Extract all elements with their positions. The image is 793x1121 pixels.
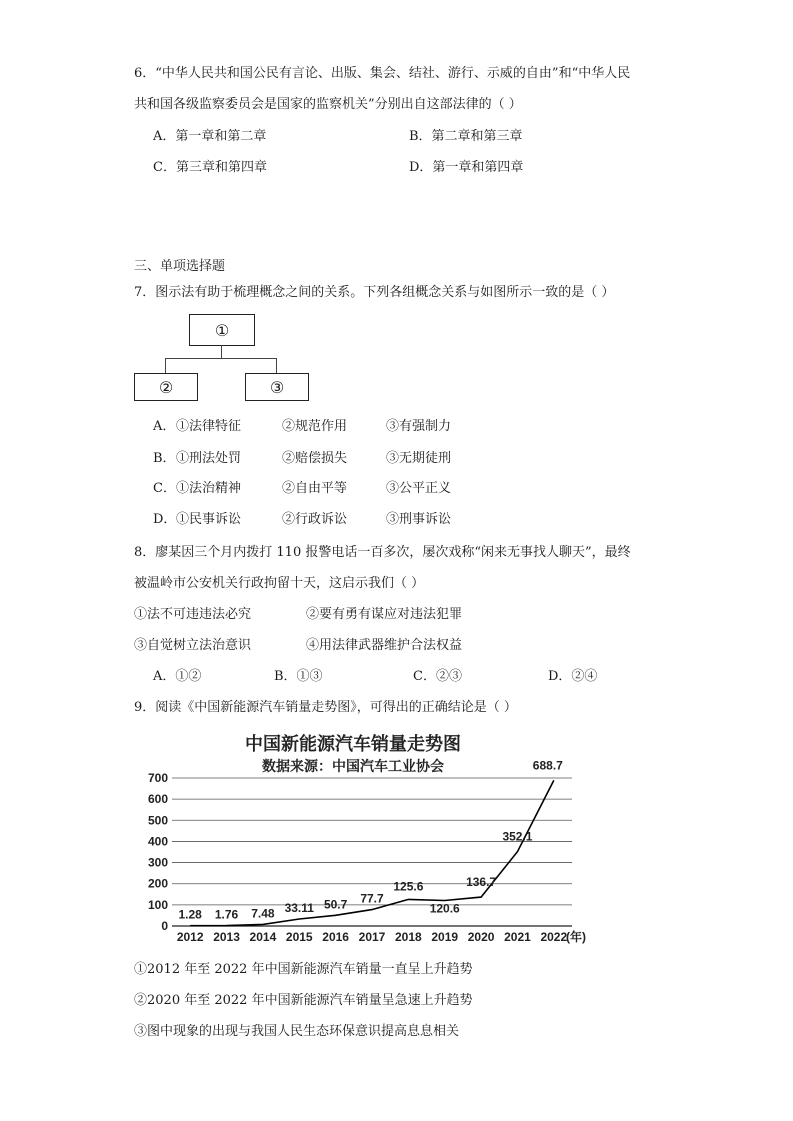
x-tick-label: 2019 [431,930,459,944]
q8-statement-1: ①法不可违违法必究 [134,607,252,622]
q8-statement-4: ④用法律武器维护合法权益 [306,638,463,653]
q7-option-d-concept1: ①民事诉讼 [176,512,242,527]
q7-option-b-concept3: ③无期徒刑 [386,451,452,466]
data-label: 125.6 [393,879,424,894]
q7-option-b-letter: B． [153,451,176,466]
q7-option-c-letter: C． [153,481,176,496]
q8-stem-line2: 被温岭市公安机关行政拘留十天，这启示我们（ ） [134,576,425,591]
q8-option-b: B．①③ [274,669,323,684]
q6-stem-line2: 共和国各级监察委员会是国家的监察机关”分别出自这部法律的（ ） [134,97,522,112]
x-tick-label: 2022 [540,930,568,944]
q7-option-a-concept2: ②规范作用 [282,419,348,434]
data-label: 688.7 [532,758,563,773]
chart-subtitle: 数据来源：中国汽车工业协会 [262,758,444,774]
y-tick-label: 100 [147,897,168,912]
x-tick-label: 2016 [322,930,349,944]
diagram-connector-vertical [221,345,222,358]
data-label: 1.28 [178,907,202,922]
q7-option-b-concept2: ②赔偿损失 [282,451,348,466]
q7-option-b-concept1: ①刑法处罚 [176,451,242,466]
q8-option-a: A．①② [153,669,202,684]
q6-option-a: A．第一章和第二章 [153,129,267,144]
data-label: 120.6 [429,901,460,916]
data-label: 33.11 [284,900,314,915]
y-tick-label: 500 [147,813,168,828]
y-tick-label: 200 [147,876,168,891]
q6-option-d: D．第一章和第四章 [409,160,524,175]
q6-option-b: B．第二章和第三章 [409,129,523,144]
y-tick-label: 400 [147,834,168,849]
chart-title: 中国新能源汽车销量走势图 [245,734,461,754]
q7-option-d-letter: D． [153,512,177,527]
q6-stem-line1: 6．“中华人民共和国公民有言论、出版、集会、结社、游行、示威的自由”和“中华人民 [134,66,631,81]
data-label: 50.7 [323,897,348,912]
sales-line-chart [130,728,610,950]
q6-option-c: C．第三章和第四章 [153,160,267,175]
diagram-box-left: ② [134,373,198,401]
x-tick-label: 2018 [395,930,422,944]
q9-statement-3: ③图中现象的出现与我国人民生态环保意识提高息息相关 [134,1024,460,1039]
x-axis-unit: (年) [566,930,586,944]
q8-statement-2: ②要有勇有谋应对违法犯罪 [306,607,463,622]
x-tick-label: 2013 [213,930,240,944]
y-tick-label: 600 [147,792,168,807]
q9-statement-2: ②2020 年至 2022 年中国新能源汽车销量呈急速上升趋势 [134,993,473,1008]
y-tick-label: 300 [147,855,168,870]
data-label: 77.7 [360,891,384,906]
q7-option-c-concept2: ②自由平等 [282,481,348,496]
x-tick-label: 2021 [504,930,531,944]
y-tick-label: 0 [161,919,168,933]
q7-option-c-concept3: ③公平正义 [386,481,452,496]
q7-option-c-concept1: ①法治精神 [176,481,242,496]
q7-option-d-concept2: ②行政诉讼 [282,512,348,527]
data-label: 136.7 [466,875,497,890]
q7-option-a-concept3: ③有强制力 [386,419,452,434]
x-tick-label: 2020 [467,930,495,944]
diagram-connector-right [276,358,277,373]
q7-option-a-concept1: ①法律特征 [176,419,242,434]
data-label: 352.1 [502,829,533,844]
q9-stem: 9．阅读《中国新能源汽车销量走势图》，可得出的正确结论是（ ） [134,700,517,715]
diagram-connector-left [165,358,166,373]
diagram-box-right: ③ [245,373,309,401]
data-label: 7.48 [251,906,275,921]
y-tick-label: 700 [147,771,168,785]
q7-option-d-concept3: ③刑事诉讼 [386,512,452,527]
diagram-box-top: ① [189,314,255,346]
x-tick-label: 2015 [285,930,313,944]
q8-option-c: C．②③ [413,669,462,684]
q9-statement-1: ①2012 年至 2022 年中国新能源汽车销量一直呈上升趋势 [134,962,473,977]
data-label: 1.76 [214,907,239,922]
q8-stem-line1: 8．廖某因三个月内拨打 110 报警电话一百多次，屡次戏称“闲来无事找人聊天”，最终 [134,545,631,560]
q8-statement-3: ③自觉树立法治意识 [134,638,252,653]
x-tick-label: 2012 [176,930,204,944]
q7-stem: 7．图示法有助于梳理概念之间的关系。下列各组概念关系与如图所示一致的是（ ） [134,285,615,300]
x-tick-label: 2014 [249,930,277,944]
diagram-connector-horizontal [165,358,277,359]
q7-option-a-letter: A． [153,419,176,434]
x-tick-label: 2017 [358,930,386,944]
section-title: 三、单项选择题 [134,259,226,274]
q8-option-d: D．②④ [548,669,598,684]
